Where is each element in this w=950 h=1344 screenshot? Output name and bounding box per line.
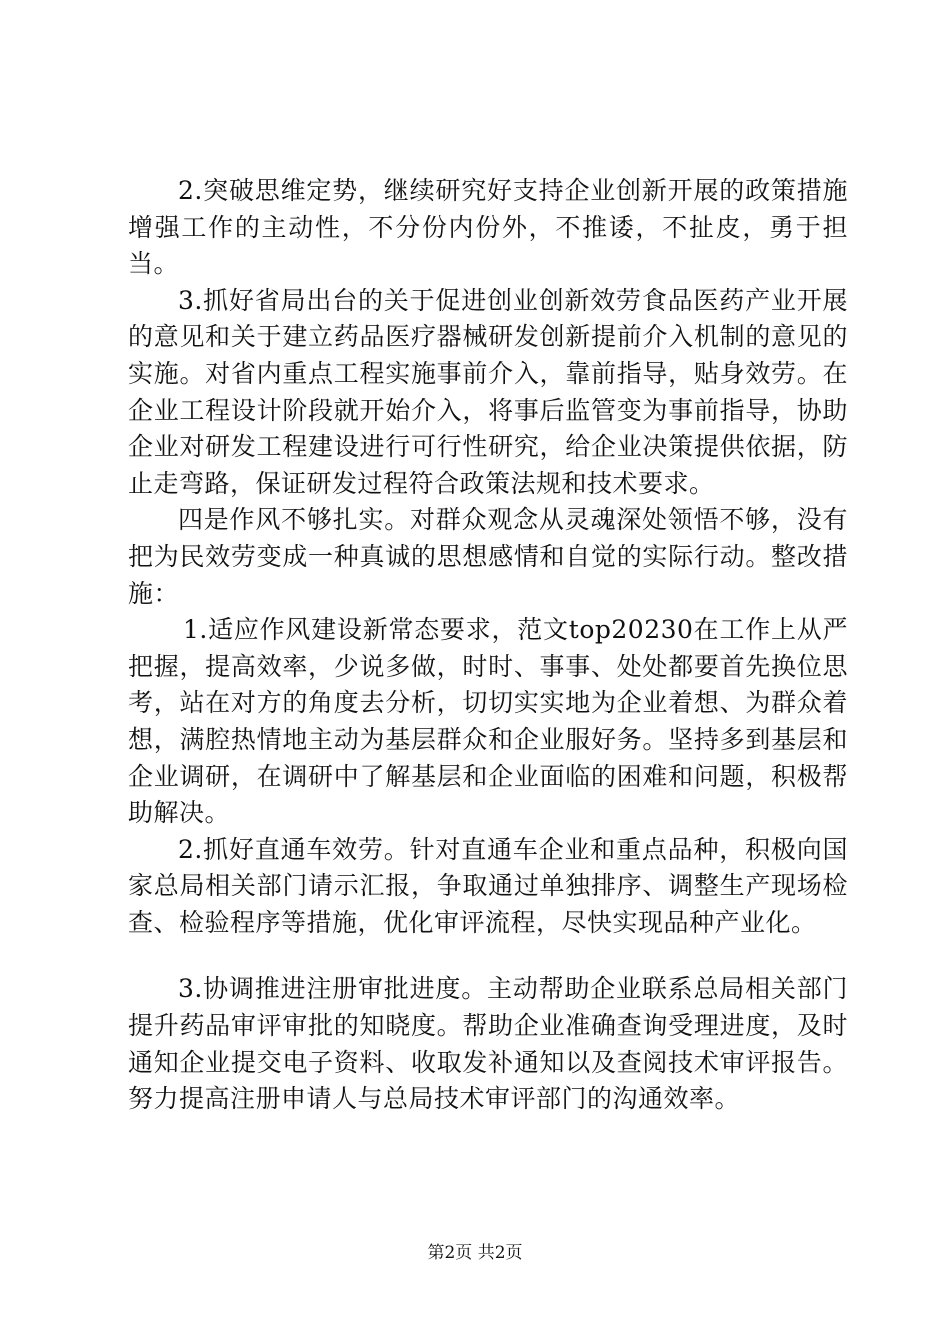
paragraph-5: 2.抓好直通车效劳。针对直通车企业和重点品种，积极向国家总局相关部门请示汇报，争取通过单独排序、调整生产现场检查、检验程序等措施，优化审评流程，尽快实现品种产业化。 — [128, 834, 848, 937]
paragraph-6: 3.协调推进注册审批进度。主动帮助企业联系总局相关部门提升药品审评审批的知晓度。帮助企业准确查询受理进度，及时通知企业提交电子资料、收取发补通知以及查阅技术审评报告。努力提高注册申请人与总局技术审评部门的沟通效率。 — [128, 974, 848, 1114]
page-footer: 第2页 共2页 — [427, 1243, 523, 1263]
paragraph-1: 2.突破思维定势，继续研究好支持企业创新开展的政策措施增强工作的主动性，不分份内份外，不推诿，不扯皮，勇于担当。 — [128, 176, 848, 279]
paragraph-spacer — [128, 941, 848, 971]
document-body — [128, 173, 848, 1118]
paragraph-3: 四是作风不够扎实。对群众观念从灵魂深处领悟不够，没有把为民效劳变成一种真诚的思想感情和自觉的实际行动。整改措施： — [128, 505, 848, 608]
paragraph-4: 1.适应作风建设新常态要求，范文top20230在工作上从严把握，提高效率，少说多做，时时、事事、处处都要首先换位思考，站在对方的角度去分析，切切实实地为企业着想、为群众着想，满腔热情地主动为基层群众和企业服好务。坚持多到基层和企业调研，在调研中了解基层和企业面临的困难和问题，积极帮助解决。 — [128, 615, 848, 828]
paragraph-2: 3.抓好省局出台的关于促进创业创新效劳食品医药产业开展的意见和关于建立药品医疗器械研发创新提前介入机制的意见的实施。对省内重点工程实施事前介入，靠前指导，贴身效劳。在企业工程设计阶段就开始介入，将事后监管变为事前指导，协助企业对研发工程建设进行可行性研究，给企业决策提供依据，防止走弯路，保证研发过程符合政策法规和技术要求。 — [128, 285, 848, 498]
